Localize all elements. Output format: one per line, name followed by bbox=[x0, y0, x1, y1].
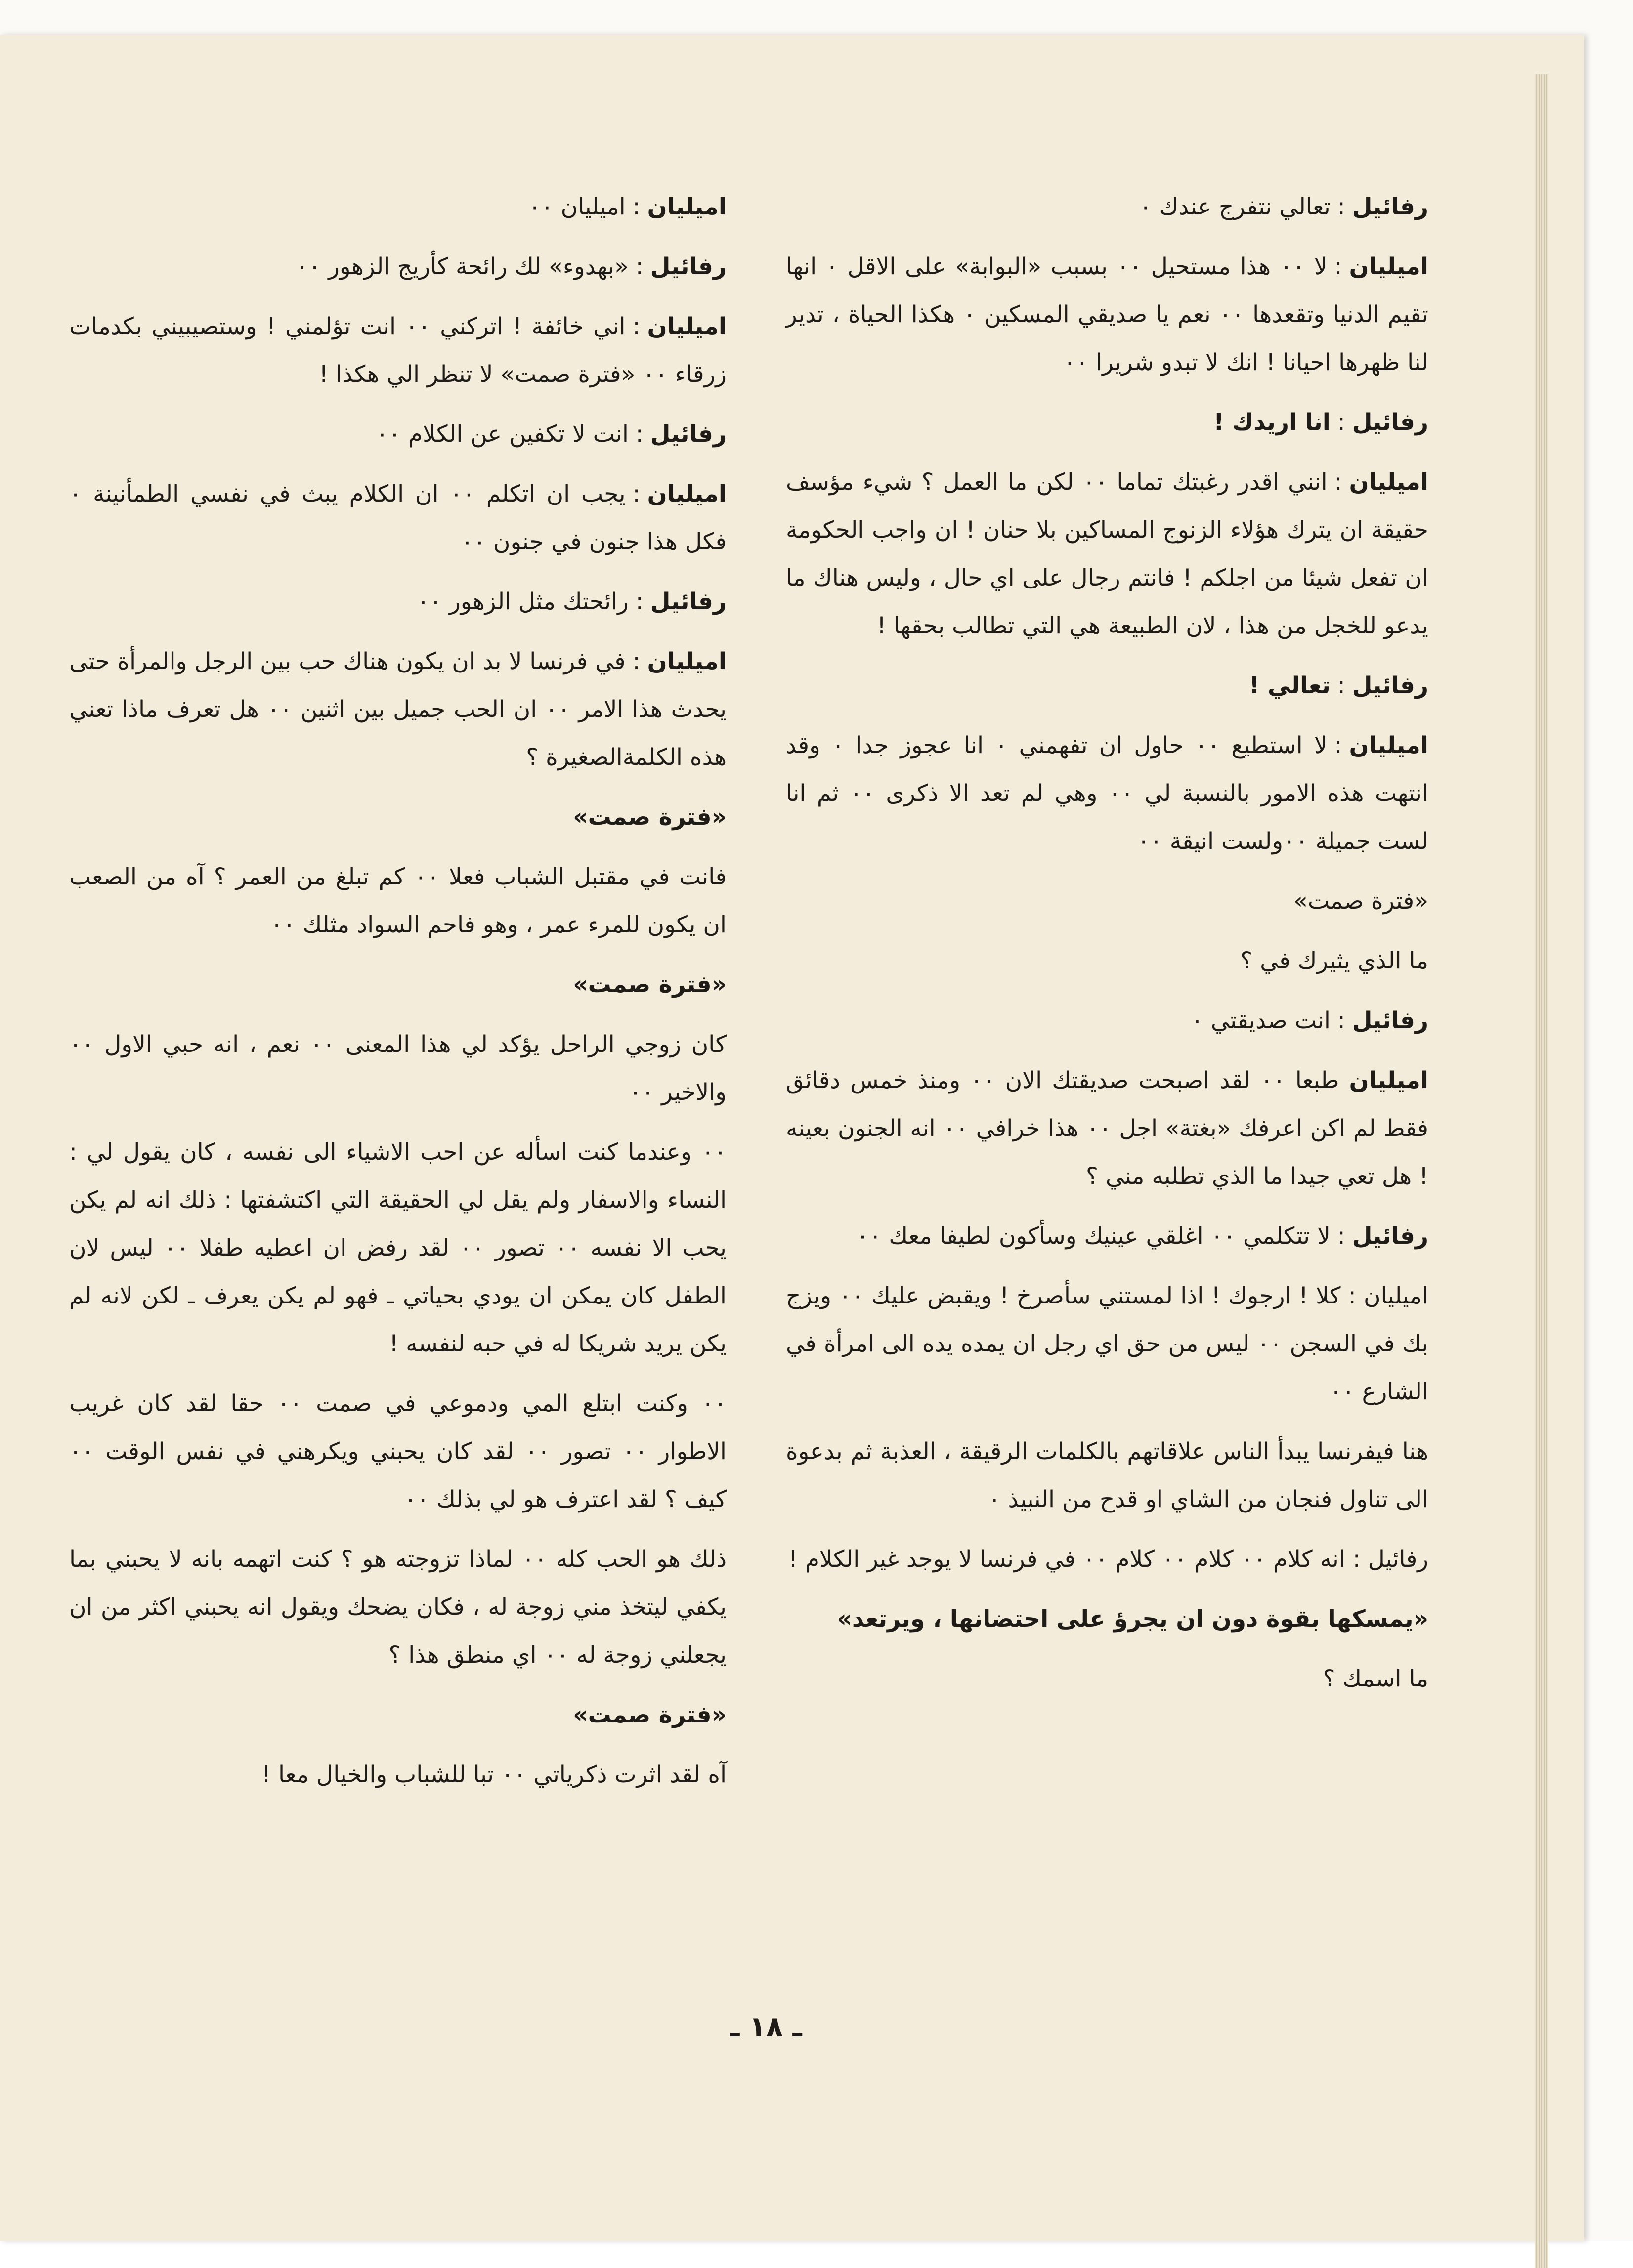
dialogue-text: فانت في مقتبل الشباب فعلا ٠٠ كم تبلغ من العمر ؟ آه من الصعب ان يكون للمرء عمر ، وهو فاحم السواد مثلك ٠٠ bbox=[69, 863, 727, 938]
dialogue-paragraph bbox=[786, 877, 1428, 925]
dialogue-text: طبعا ٠٠ لقد اصبحت صديقتك الان ٠٠ ومنذ خمس دقائق فقط لم اكن اعرفك «بغتة» اجل ٠٠ هذا خرافي ٠٠ انه الجنون بعينه ! هل تعي جيدا ما الذي تطلبه مني ؟ bbox=[786, 1067, 1428, 1190]
dialogue-paragraph bbox=[69, 470, 727, 566]
speaker-separator: : bbox=[635, 253, 644, 280]
dialogue-text: تعالي ! bbox=[1249, 672, 1331, 699]
dialogue-text: آه لقد اثرت ذكرياتي ٠٠ تبا للشباب والخيال معا ! bbox=[261, 1761, 727, 1788]
dialogue-paragraph bbox=[786, 1272, 1428, 1416]
dialogue-paragraph bbox=[69, 1751, 727, 1799]
dialogue-paragraph bbox=[786, 997, 1428, 1045]
dialogue-text: ما الذي يثيرك في ؟ bbox=[1240, 947, 1428, 974]
speaker-name: رفائيل bbox=[1352, 193, 1428, 220]
speaker-separator: : bbox=[1337, 409, 1345, 436]
dialogue-paragraph bbox=[69, 302, 727, 398]
speaker-name: رفائيل bbox=[1352, 1007, 1428, 1034]
dialogue-paragraph bbox=[69, 1535, 727, 1679]
speaker-name: اميليان bbox=[647, 193, 727, 220]
dialogue-text: اني خائفة ! اتركني ٠٠ انت تؤلمني ! وستصيبيني بكدمات زرقاء ٠٠ «فترة صمت» لا تنظر الي هكذا ! bbox=[69, 313, 727, 388]
speaker-name: رفائيل bbox=[650, 253, 727, 280]
dialogue-text: انت صديقتي ٠ bbox=[1191, 1007, 1331, 1034]
dialogue-text: هنا فيفرنسا يبدأ الناس علاقاتهم بالكلمات الرقيقة ، العذبة ثم بدعوة الى تناول فنجان من الشاي او قدح من النبيذ ٠ bbox=[786, 1438, 1428, 1513]
speaker-separator: : bbox=[1337, 1222, 1345, 1250]
dialogue-text: في فرنسا لا بد ان يكون هناك حب بين الرجل والمرأة حتى يحدث هذا الامر ٠٠ ان الحب جميل بين اثنين ٠٠ هل تعرف ماذا تعني هذه الكلمةالصغيرة ؟ bbox=[69, 648, 727, 771]
speaker-name: رفائيل bbox=[650, 588, 727, 615]
speaker-separator: : bbox=[632, 313, 641, 340]
dialogue-text: انا اريدك ! bbox=[1213, 409, 1331, 436]
speaker-name: رفائيل bbox=[1352, 672, 1428, 699]
dialogue-text: رائحتك مثل الزهور ٠٠ bbox=[417, 588, 629, 615]
dialogue-paragraph bbox=[69, 1380, 727, 1523]
dialogue-paragraph bbox=[786, 937, 1428, 985]
dialogue-paragraph bbox=[786, 183, 1428, 231]
dialogue-text: ٠٠ وكنت ابتلع المي ودموعي في صمت ٠٠ حقا لقد كان غريب الاطوار ٠٠ تصور ٠٠ لقد كان يحبني ويكرهني في نفس الوقت ٠٠ كيف ؟ لقد اعترف هو لي بذلك ٠٠ bbox=[69, 1390, 727, 1513]
dialogue-text: «فترة صمت» bbox=[573, 803, 727, 831]
speaker-name: اميليان bbox=[647, 648, 727, 675]
speaker-name: اميليان bbox=[647, 480, 727, 507]
speaker-separator: : bbox=[635, 420, 644, 448]
speaker-separator: : bbox=[1337, 672, 1345, 699]
dialogue-paragraph bbox=[786, 1655, 1428, 1703]
speaker-separator: : bbox=[632, 648, 641, 675]
speaker-name: رفائيل bbox=[650, 420, 727, 448]
page-edge bbox=[1535, 74, 1548, 2268]
dialogue-paragraph bbox=[786, 398, 1428, 446]
dialogue-paragraph bbox=[786, 1056, 1428, 1200]
dialogue-text: «فترة صمت» bbox=[1293, 887, 1428, 915]
dialogue-text: اميليان : كلا ! ارجوك ! اذا لمستني سأصرخ ! ويقبض عليك ٠٠ ويزج بك في السجن ٠٠ ليس من حق اي رجل ان يمده يده الى امرأة في الشارع ٠٠ bbox=[786, 1282, 1429, 1405]
dialogue-paragraph bbox=[69, 793, 727, 841]
speaker-separator: : bbox=[632, 193, 641, 220]
dialogue-text: ذلك هو الحب كله ٠٠ لماذا تزوجته هو ؟ كنت اتهمه بانه لا يحبني بما يكفي ليتخذ مني زوجة له ، فكان يضحك ويقول انه يحبني اكثر من ان يجعلني زوجة له ٠٠ اي منطق هذا ؟ bbox=[69, 1546, 727, 1669]
dialogue-text: انت لا تكفين عن الكلام ٠٠ bbox=[376, 420, 629, 448]
speaker-name: رفائيل bbox=[1352, 409, 1428, 436]
dialogue-paragraph bbox=[786, 1595, 1428, 1643]
speaker-separator: : bbox=[1334, 253, 1342, 280]
dialogue-text: «فترة صمت» bbox=[573, 1701, 727, 1728]
speaker-separator: : bbox=[1334, 468, 1342, 496]
dialogue-text: رفائيل : انه كلام ٠٠ كلام ٠٠ كلام ٠٠ في فرنسا لا يوجد غير الكلام ! bbox=[788, 1546, 1428, 1573]
dialogue-text: «يمسكها بقوة دون ان يجرؤ على احتضانها ، ويرتعد» bbox=[837, 1605, 1428, 1633]
dialogue-text: لا ٠٠ هذا مستحيل ٠٠ بسبب «البوابة» على الاقل ٠ انها تقيم الدنيا وتقعدها ٠٠ نعم يا صديقي المسكين ٠ هكذا الحياة ، تدير لنا ظهرها احيانا ! انك لا تبدو شريرا ٠٠ bbox=[786, 253, 1429, 376]
dialogue-paragraph bbox=[786, 458, 1428, 650]
dialogue-paragraph bbox=[69, 578, 727, 626]
dialogue-text: انني اقدر رغبتك تماما ٠٠ لكن ما العمل ؟ شيء مؤسف حقيقة ان يترك هؤلاء الزنوج المساكين بلا حنان ! ان واجب الحكومة ان تفعل شيئا من اجلكم ! فانتم رجال على اي حال ، وليس هناك ما يدعو للخجل من هذا ، لان الطبيعة هي التي تطالب بحقها ! bbox=[786, 468, 1428, 639]
speaker-name: اميليان bbox=[1349, 468, 1429, 496]
dialogue-paragraph bbox=[786, 243, 1428, 386]
dialogue-text: «بهدوء» لك رائحة كأريج الزهور ٠٠ bbox=[296, 253, 629, 280]
speaker-name: اميليان bbox=[647, 313, 727, 340]
speaker-name: اميليان bbox=[1349, 732, 1428, 759]
dialogue-text: ما اسمك ؟ bbox=[1323, 1665, 1428, 1692]
speaker-name: رفائيل bbox=[1352, 1222, 1428, 1250]
speaker-separator: : bbox=[1337, 1007, 1345, 1034]
dialogue-paragraph bbox=[69, 1128, 727, 1368]
dialogue-paragraph bbox=[786, 1212, 1428, 1260]
dialogue-text: «فترة صمت» bbox=[573, 971, 727, 998]
speaker-separator: : bbox=[1337, 193, 1345, 220]
dialogue-text: لا استطيع ٠٠ حاول ان تفهمني ٠ انا عجوز جدا ٠ وقد انتهت هذه الامور بالنسبة لي ٠٠ وهي لم تعد الا ذكرى ٠٠ ثم انا لست جميلة ٠٠ولست انيقة ٠٠ bbox=[786, 732, 1429, 855]
page-number: ـ ١٨ ـ bbox=[730, 2011, 802, 2043]
dialogue-paragraph bbox=[69, 1691, 727, 1739]
dialogue-paragraph bbox=[69, 243, 727, 291]
speaker-separator: : bbox=[632, 480, 641, 507]
dialogue-paragraph bbox=[786, 1428, 1428, 1523]
dialogue-text: يجب ان اتكلم ٠٠ ان الكلام يبث في نفسي الطمأنينة ٠ فكل هذا جنون في جنون ٠٠ bbox=[69, 480, 727, 555]
book-page bbox=[0, 35, 1584, 2241]
dialogue-text: ٠٠ وعندما كنت اسأله عن احب الاشياء الى نفسه ، كان يقول لي : النساء والاسفار ولم يقل لي الحقيقة التي اكتشفتها : ذلك انه لم يكن يحب الا نفسه ٠٠ تصور ٠٠ لقد رفض ان اعطيه طفلا ٠٠ ليس لان الطفل كان يمكن ان يودي بحياتي ـ فهو لم يكن يعرف ـ لكن لانه لم يكن يريد شريكا له في حبه لنفسه ! bbox=[69, 1138, 727, 1357]
left-column bbox=[69, 183, 727, 1810]
dialogue-paragraph bbox=[69, 637, 727, 781]
dialogue-paragraph bbox=[69, 410, 727, 458]
dialogue-paragraph bbox=[786, 721, 1428, 865]
speaker-separator: : bbox=[635, 588, 644, 615]
dialogue-text: اميليان ٠٠ bbox=[528, 193, 626, 220]
dialogue-paragraph bbox=[69, 183, 727, 231]
dialogue-paragraph bbox=[69, 1020, 727, 1116]
dialogue-text: كان زوجي الراحل يؤكد لي هذا المعنى ٠٠ نعم ، انه حبي الاول ٠٠ والاخير ٠٠ bbox=[69, 1031, 727, 1106]
dialogue-text: لا تتكلمي ٠٠ اغلقي عينيك وسأكون لطيفا معك ٠٠ bbox=[856, 1222, 1331, 1250]
dialogue-paragraph bbox=[786, 662, 1428, 710]
speaker-name: اميليان bbox=[1349, 253, 1428, 280]
right-column bbox=[786, 183, 1428, 1715]
dialogue-paragraph bbox=[786, 1535, 1428, 1583]
dialogue-paragraph bbox=[69, 961, 727, 1008]
speaker-name: اميليان bbox=[1349, 1067, 1429, 1094]
dialogue-paragraph bbox=[69, 853, 727, 949]
dialogue-text: تعالي نتفرج عندك ٠ bbox=[1139, 193, 1331, 220]
speaker-separator: : bbox=[1334, 732, 1342, 759]
